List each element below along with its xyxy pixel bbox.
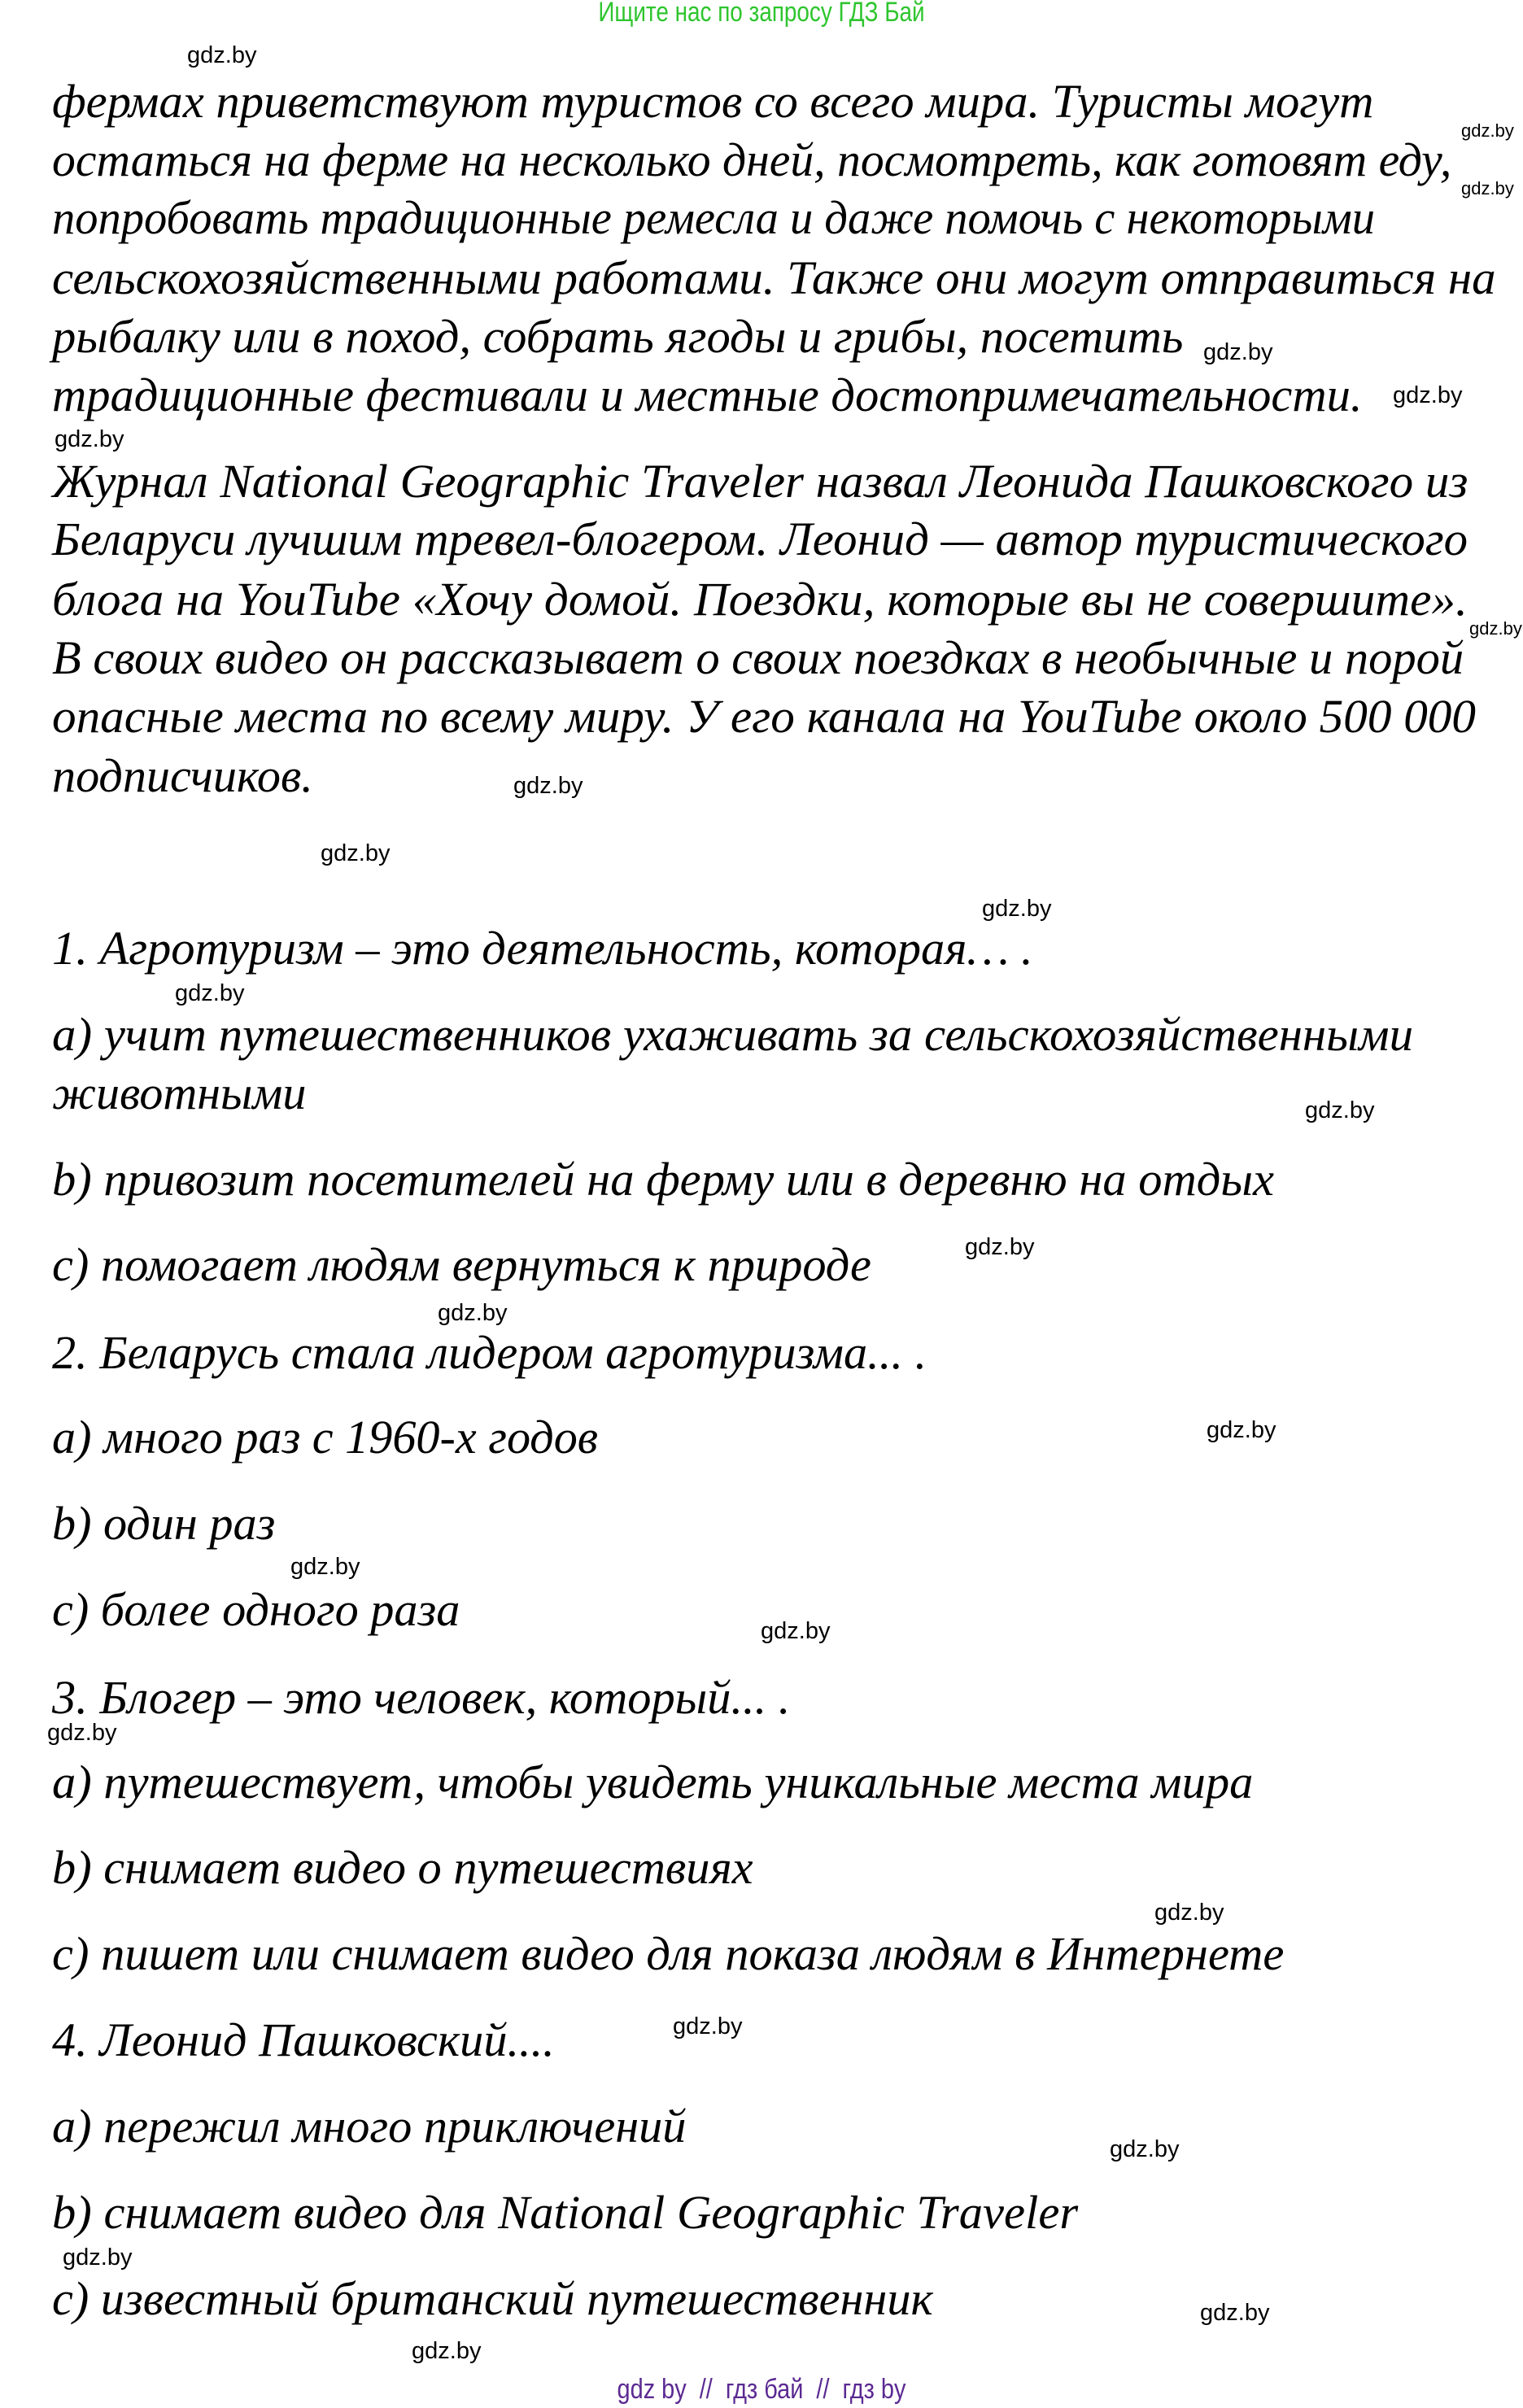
answer-option: c) более одного раза	[52, 1583, 460, 1636]
watermark: gdz.by	[1110, 2136, 1180, 2162]
question-text: 2. Беларусь стала лидером агротуризма... .	[52, 1326, 927, 1379]
watermark: gdz.by	[290, 1554, 360, 1580]
paragraph-line: подписчиков.	[52, 749, 313, 802]
answer-option: a) много раз с 1960-х годов	[52, 1411, 599, 1464]
watermark: gdz.by	[761, 1618, 831, 1644]
watermark: gdz.by	[412, 2338, 482, 2364]
paragraph-line: сельскохозяйственными работами. Также они могут отправиться на	[52, 251, 1496, 304]
question-text: 4. Леонид Пашковский....	[52, 2013, 555, 2066]
answer-option: a) учит путешественников ухаживать за сельскохозяйственными	[52, 1008, 1414, 1061]
answer-option: c) известный британский путешественник	[52, 2272, 933, 2325]
watermark: gdz.by	[965, 1234, 1035, 1260]
paragraph-line: попробовать традиционные ремесла и даже помочь с некоторыми	[52, 191, 1376, 244]
paragraph-line: остаться на ферме на несколько дней, посмотреть, как готовят еду,	[52, 133, 1452, 186]
watermark: gdz.by	[673, 2013, 743, 2039]
question-text: 1. Агротуризм – это деятельность, которая… .	[52, 922, 1033, 975]
watermark: gdz.by	[55, 426, 124, 452]
answer-option: c) помогает людям вернуться к природе	[52, 1238, 871, 1291]
watermark: gdz.by	[1393, 382, 1463, 408]
paragraph-line: В своих видео он рассказывает о своих поездках в необычные и порой	[52, 631, 1464, 684]
watermark: gdz.by	[187, 42, 257, 68]
paragraph-line: Журнал National Geographic Traveler назвал Леонида Пашковского из	[52, 455, 1468, 508]
watermark: gdz.by	[1154, 1900, 1224, 1926]
search-hint-header: Ищите нас по запросу ГДЗ Бай	[598, 0, 925, 28]
answer-option: b) привозит посетителей на ферму или в деревню на отдых	[52, 1153, 1274, 1206]
paragraph-line: традиционные фестивали и местные достопримечательности.	[52, 369, 1363, 421]
watermark: gdz.by	[513, 773, 583, 799]
watermark: gdz.by	[1461, 120, 1514, 141]
watermark: gdz.by	[982, 896, 1052, 922]
watermark: gdz.by	[1305, 1097, 1375, 1123]
paragraph-line: фермах приветствуют туристов со всего мира. Туристы могут	[52, 75, 1374, 128]
watermark: gdz.by	[63, 2244, 133, 2271]
answer-option: b) снимает видео для National Geographic Traveler	[52, 2186, 1079, 2239]
answer-option: b) снимает видео о путешествиях	[52, 1841, 753, 1894]
watermark: gdz.by	[175, 980, 245, 1006]
answer-option: a) пережил много приключений	[52, 2100, 687, 2153]
watermark: gdz.by	[47, 1720, 117, 1746]
watermark: gdz.by	[438, 1300, 508, 1326]
paragraph-line: рыбалку или в поход, собрать ягоды и грибы, посетить	[52, 310, 1184, 363]
watermark: gdz.by	[1200, 2300, 1270, 2326]
paragraph-line: опасные места по всему миру. У его канала на YouTube около 500 000	[52, 690, 1476, 743]
answer-option: b) один раз	[52, 1497, 276, 1550]
question-text: 3. Блогер – это человек, который... .	[52, 1671, 791, 1724]
answer-option: c) пишет или снимает видео для показа людям в Интернете	[52, 1927, 1285, 1980]
answer-option: a) путешествует, чтобы увидеть уникальные места мира	[52, 1756, 1254, 1808]
footer-links[interactable]: gdz by // гдз бай // гдз by	[617, 2374, 906, 2405]
watermark: gdz.by	[1207, 1417, 1276, 1443]
answer-option: животными	[52, 1067, 307, 1119]
watermark: gdz.by	[321, 840, 391, 866]
watermark: gdz.by	[1461, 178, 1514, 198]
paragraph-line: блога на YouTube «Хочу домой. Поездки, которые вы не совершите».	[52, 573, 1468, 626]
paragraph-line: Беларуси лучшим тревел-блогером. Леонид — автор туристического	[52, 513, 1468, 565]
watermark: gdz.by	[1469, 618, 1522, 639]
watermark: gdz.by	[1203, 339, 1273, 365]
